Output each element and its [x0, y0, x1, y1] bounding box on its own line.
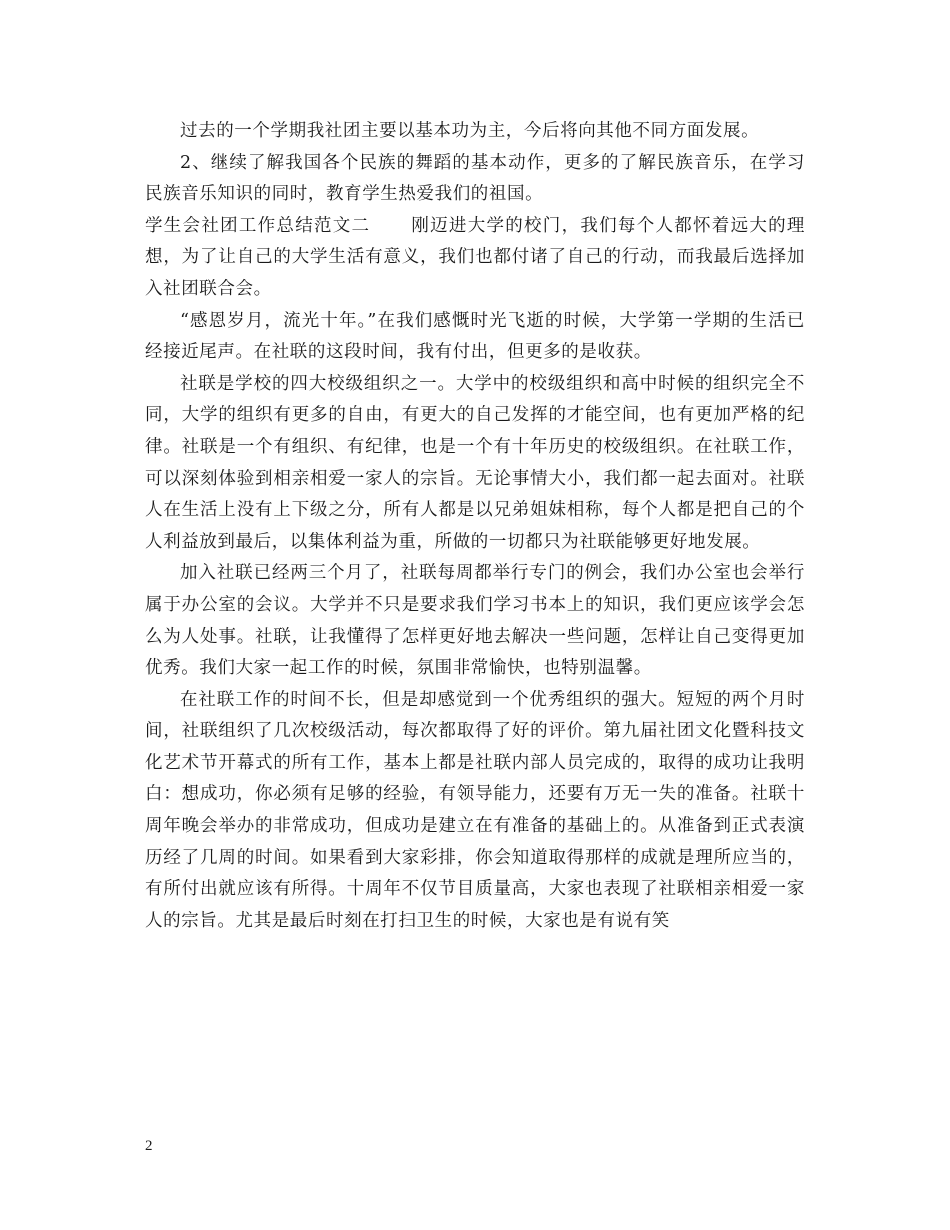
- paragraph-2: 2、继续了解我国各个民族的舞蹈的基本动作，更多的了解民族音乐，在学习民族音乐知识的同时，教育学生热爱我们的祖国。: [145, 152, 805, 205]
- page-number: 2: [145, 1138, 153, 1154]
- section-heading: 学生会社团工作总结范文二: [145, 215, 371, 236]
- heading-gap: [370, 216, 411, 236]
- body-text: [145, 116, 805, 937]
- paragraph-5: 社联是学校的四大校级组织之一。大学中的校级组织和高中时候的组织完全不同，大学的组织有更多的自由，有更大的自己发挥的才能空间，也有更加严格的纪律。社联是一个有组织、有纪律，也是一个有十年历史的校级组织。在社联工作，可以深刻体验到相亲相爱一家人的宗旨。无论事情大小，我们都一起去面对。社联人在生活上没有上下级之分，所有人都是以兄弟姐妹相称，每个人都是把自己的个人利益放到最后，以集体利益为重，所做的一切都只为社联能够更好地发展。: [145, 373, 805, 552]
- paragraph-6: 加入社联已经两三个月了，社联每周都举行专门的例会，我们办公室也会举行属于办公室的会议。大学并不只是要求我们学习书本上的知识，我们更应该学会怎么为人处事。社联，让我懂得了怎样更好地去解决一些问题，怎样让自己变得更加优秀。我们大家一起工作的时候，氛围非常愉快，也特别温馨。: [145, 563, 805, 679]
- paragraph-3: [145, 211, 805, 306]
- paragraph-1: 过去的一个学期我社团主要以基本功为主，今后将向其他不同方面发展。: [180, 121, 760, 141]
- paragraph-4: “感恩岁月，流光十年。”在我们感慨时光飞逝的时候，大学第一学期的生活已经接近尾声。在社联的这段时间，我有付出，但更多的是收获。: [145, 310, 805, 363]
- paragraph-7: 在社联工作的时间不长，但是却感觉到一个优秀组织的强大。短短的两个月时间，社联组织了几次校级活动，每次都取得了好的评价。第九届社团文化暨科技文化艺术节开幕式的所有工作，基本上都是社联内部人员完成的，取得的成功让我明白：想成功，你必须有足够的经验，有领导能力，还要有万无一失的准备。社联十周年晚会举办的非常成功，但成功是建立在有准备的基础上的。从准备到正式表演历经了几周的时间。如果看到大家彩排，你会知道取得那样的成就是理所应当的，有所付出就应该有所得。十周年不仅节目质量高，大家也表现了社联相亲相爱一家人的宗旨。尤其是最后时刻在打扫卫生的时候，大家也是有说有笑: [145, 689, 805, 931]
- paragraph-3-text: 刚迈进大学的校门，我们每个人都怀着远大的理想，为了让自己的大学生活有意义，我们也都付诸了自己的行动，而我最后选择加入社团联合会。: [145, 215, 806, 299]
